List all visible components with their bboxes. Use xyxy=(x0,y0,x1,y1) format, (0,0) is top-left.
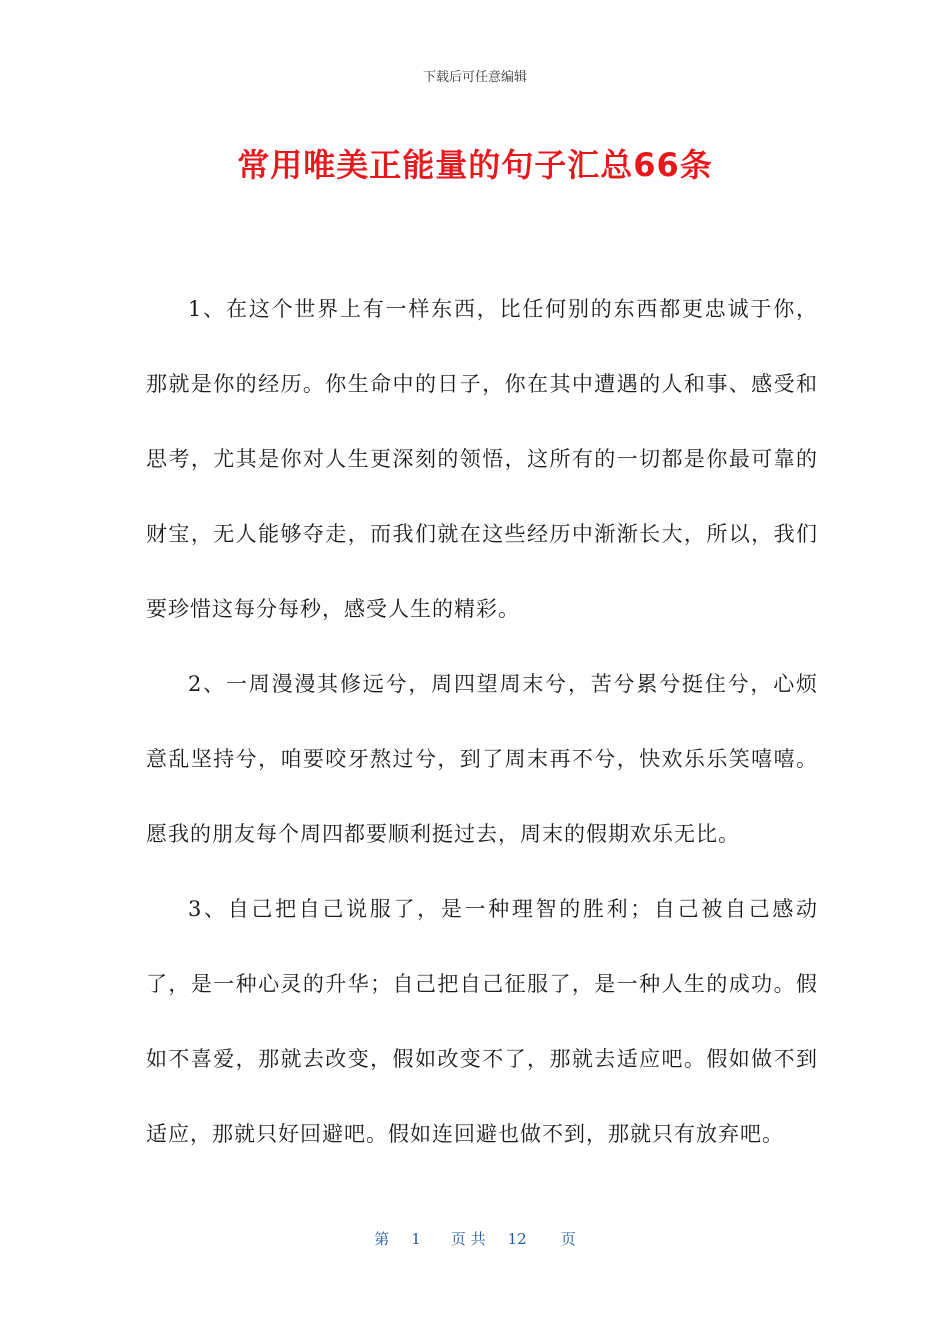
document-title: 常用唯美正能量的句子汇总66条 xyxy=(237,146,713,184)
paragraph-2: 2、一周漫漫其修远兮，周四望周末兮，苦兮累兮挺住兮，心烦意乱坚持兮，咱要咬牙熬过兮，到了周末再不兮，快欢乐乐笑嘻嘻。愿我的朋友每个周四都要顺利挺过去，周末的假期欢乐无比。 xyxy=(146,672,818,846)
header-note: 下载后可任意编辑 xyxy=(422,70,527,85)
footer-middle: 页 共 xyxy=(450,1230,486,1248)
document-body xyxy=(146,272,818,1172)
paragraph-1: 1、在这个世界上有一样东西，比任何别的东西都更忠诚于你，那就是你的经历。你生命中的日子，你在其中遭遇的人和事、感受和思考，尤其是你对人生更深刻的领悟，这所有的一切都是你最可靠的财宝，无人能够夺走，而我们就在这些经历中渐渐长大，所以，我们要珍惜这每分每秒，感受人生的精彩。 xyxy=(146,297,818,621)
footer-suffix: 页 xyxy=(560,1230,576,1248)
page-footer xyxy=(0,1228,950,1249)
footer-prefix: 第 xyxy=(374,1230,390,1248)
paragraph-3: 3、自己把自己说服了，是一种理智的胜利；自己被自己感动了，是一种心灵的升华；自己把自己征服了，是一种人生的成功。假如不喜爱，那就去改变，假如改变不了，那就去适应吧。假如做不到适应，那就只好回避吧。假如连回避也做不到，那就只有放弃吧。 xyxy=(146,897,818,1146)
footer-total-pages: 12 xyxy=(507,1230,527,1248)
footer-current-page: 1 xyxy=(411,1230,421,1248)
